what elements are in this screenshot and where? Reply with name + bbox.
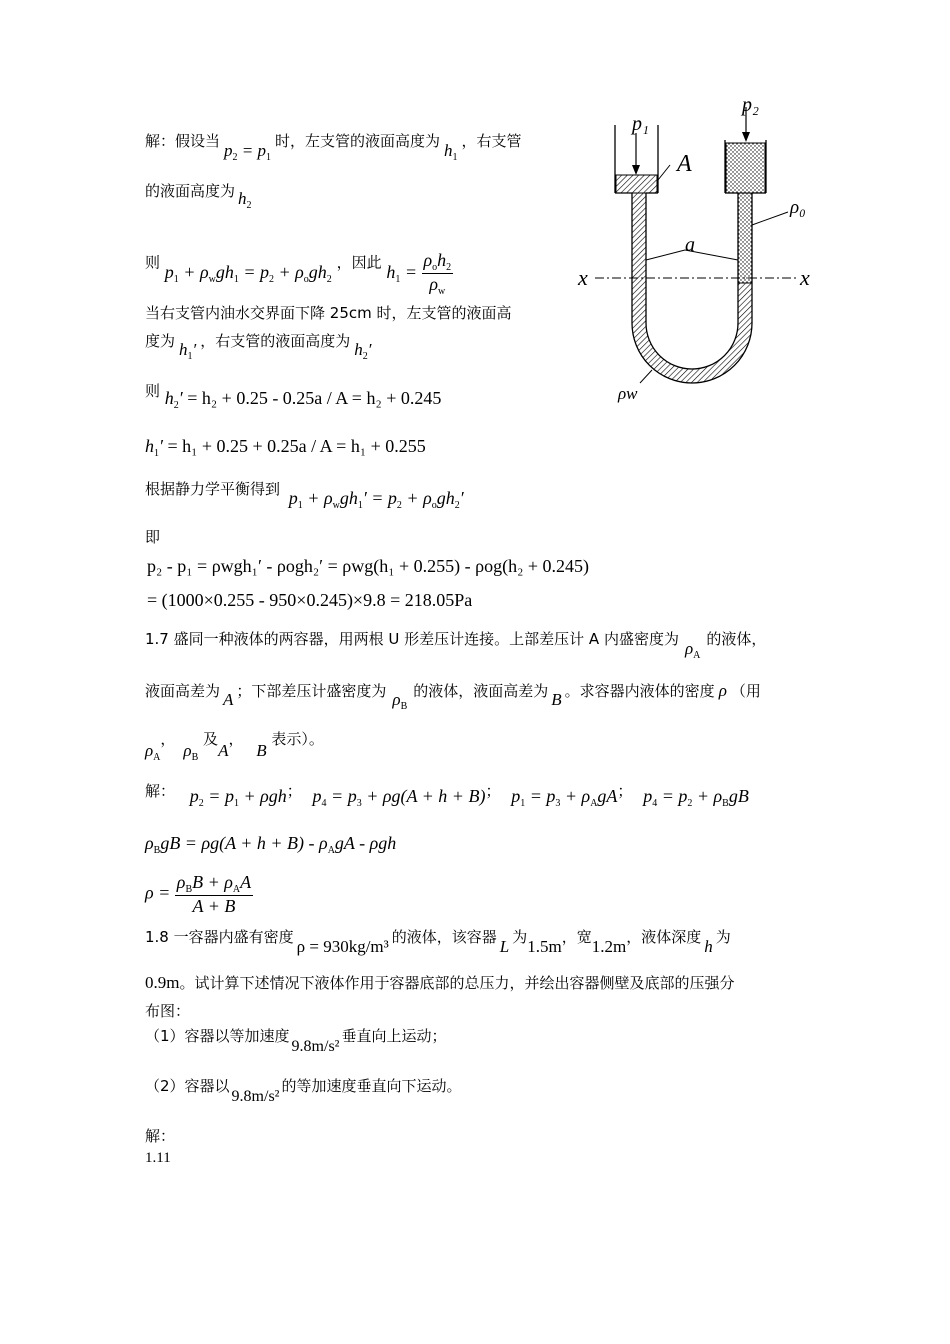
- problem-18-case1: （1）容器以等加速度9.8m/s²垂直向上运动；: [145, 1027, 447, 1055]
- label-rhow: ρw: [618, 384, 638, 403]
- u-tube: [632, 193, 752, 383]
- label-a: a: [685, 234, 695, 256]
- next-problem-number: 1.11: [145, 1150, 171, 1166]
- solution-18-label: 解：: [145, 1127, 176, 1145]
- ji-label: 即: [145, 528, 161, 546]
- label-rho0: ρ₀: [790, 197, 806, 218]
- intro-text: 解：假设当: [145, 132, 221, 150]
- equation-final-1: p₂ - p₁ = ρwgh₁′ - ρogh₂′ = ρwg(h₁ + 0.255) - ρog(h₂ + 0.245): [147, 556, 590, 576]
- u-tube-diagram: [570, 85, 830, 425]
- problem-17-line2: 液面高差为 A ；下部差压计盛密度为 $\rho_B$的液体，液面高差为 B 。求容器内液体的密度 ρ （用: [145, 681, 761, 712]
- intro-line: 解：假设当 $p_2 = p_1$时，左支管的液面高度为 $h_1$，右支管: [145, 132, 522, 163]
- label-x-left: x: [578, 265, 588, 290]
- problem-18-line3: 布图：: [145, 1002, 191, 1020]
- problem-18-case2: （2）容器以9.8m/s²的等加速度垂直向下运动。: [145, 1077, 462, 1105]
- label-p2: p₂: [742, 94, 759, 116]
- line2: 的液面高度为 $h_2$: [145, 182, 252, 211]
- drop-text-1: 当右支管内油水交界面下降 25cm 时，左支管的液面高: [145, 304, 512, 322]
- drop-text-2: 度为 $h_1'$ ，右支管的液面高度为 $h_2'$: [145, 332, 372, 362]
- label-x-right: x: [800, 265, 810, 290]
- equation-balance: 则 $p_1 + \rho_wgh_1 = p_2 + \rho_ogh_2$ ，因此 $h_1$ = $\frac{\rho_oh_2}{\rho_w}$: [145, 250, 452, 297]
- problem-18-line2: 0.9m。试计算下述情况下液体作用于容器底部的总压力，并绘出容器侧壁及底部的压强分: [145, 973, 735, 992]
- equation-final-2: = (1000×0.255 - 950×0.245)×9.8 = 218.05Pa: [147, 590, 473, 610]
- problem-17-line3: $\rho_A$，$\rho_B$ 及A， B 表示）。: [145, 730, 324, 763]
- label-p1: p₁: [632, 113, 649, 135]
- solution-17-line2: $\rho_BgB = \rho g(A + h + B) - \rho_AgA - \rho gh$: [145, 833, 397, 856]
- problem-17-line1: 1.7 盛同一种液体的两容器，用两根 U 形差压计连接。上部差压计 A 内盛密度为 $\rho_A$的液体，: [145, 630, 767, 661]
- equation-h2-prime: 则 $h_2' = h_2 + 0.25 - 0.25a / A = h_2 + 0.245$: [145, 382, 442, 411]
- u-tube-figure: [570, 85, 830, 429]
- right-reservoir: [725, 140, 766, 193]
- equation-h1-prime: $h_1' = h_1 + 0.25 + 0.25a / A = h_1 + 0.255$: [145, 436, 426, 459]
- problem-18-line1: 1.8 一容器内盛有密度 ρ = 930kg/m³ 的液体，该容器 L 为1.5m，宽1.2m，液体深度 h 为: [145, 928, 731, 956]
- solution-17-result: ρ = $\frac{\rho_BB + \rho_AA}{A + B}$: [145, 872, 252, 916]
- solution-17-line1: 解： $p_2 = p_1 + \rho gh$； $p_4 = p_3 + \rho g(A + h + B)$； $p_1 = p_3 + \rho_AgA$； $p_4 = p_2 + \rho_BgB$: [145, 782, 749, 809]
- statics-line: 根据静力学平衡得到 $p_1 + \rho_wgh_1' = p_2 + \rho_ogh_2'$: [145, 480, 464, 511]
- label-A: A: [677, 151, 692, 177]
